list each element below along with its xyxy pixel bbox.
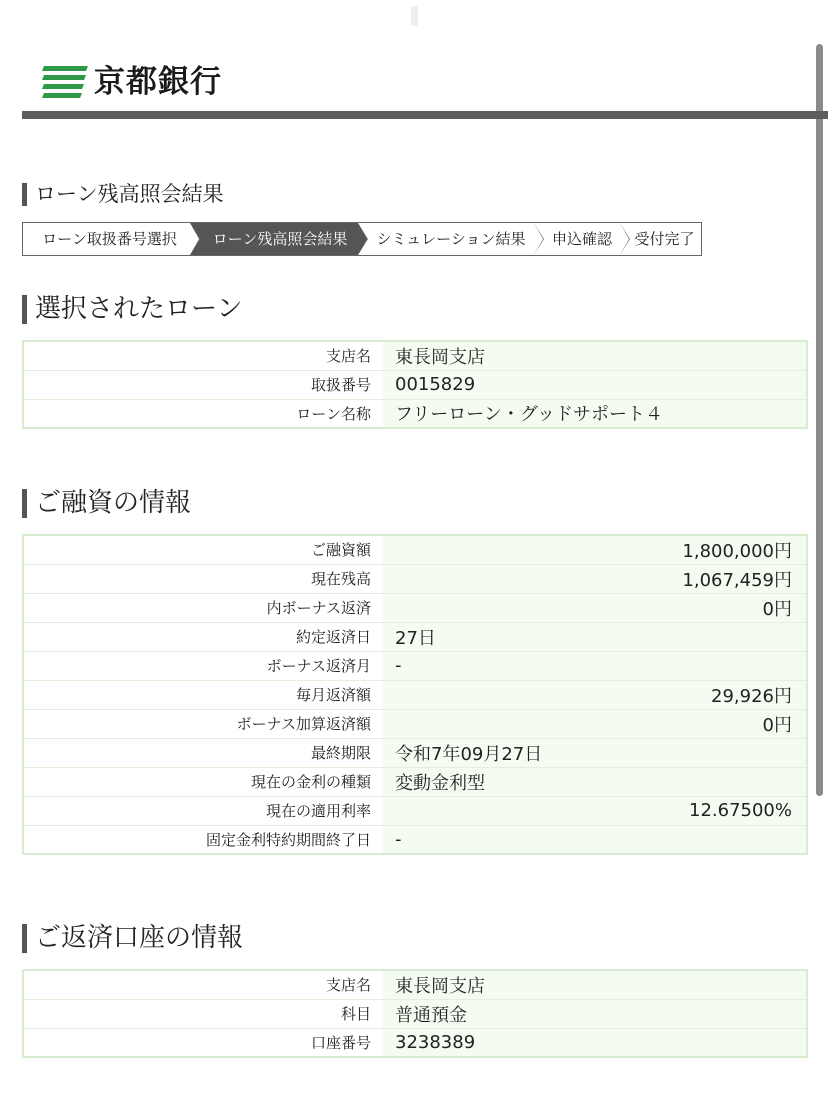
progress-steps <box>22 222 702 256</box>
selected-loan-table <box>22 340 808 429</box>
bank-name: 京都銀行 <box>94 64 222 100</box>
table-row <box>23 593 807 622</box>
account-number-value: 3238389 <box>383 1028 807 1057</box>
table-row <box>23 370 807 399</box>
repayment-day-value: 27日 <box>383 622 807 651</box>
branch-value: 東長岡支店 <box>383 341 807 370</box>
loan-name-value: フリーローン・グッドサポート４ <box>383 399 807 428</box>
repayment-day-label: 約定返済日 <box>23 622 383 651</box>
bonus-repayment-portion-label: 内ボーナス返済 <box>23 593 383 622</box>
bank-logo-stripes-icon <box>42 66 88 98</box>
table-row <box>23 564 807 593</box>
bonus-month-value: - <box>383 651 807 680</box>
loan-amount-label: ご融資額 <box>23 535 383 564</box>
rate-type-label: 現在の金利の種類 <box>23 767 383 796</box>
table-row <box>23 796 807 825</box>
rate-type-value: 変動金利型 <box>383 767 807 796</box>
applied-rate-value: 12.67500% <box>383 796 807 825</box>
fixed-rate-end-date-label: 固定金利特約期間終了日 <box>23 825 383 854</box>
financing-heading: ご融資の情報 <box>22 489 191 518</box>
site-header <box>0 0 828 120</box>
fixed-rate-end-date-value: - <box>383 825 807 854</box>
table-row <box>23 825 807 854</box>
monthly-payment-label: 毎月返済額 <box>23 680 383 709</box>
table-row <box>23 651 807 680</box>
loan-name-label: ローン名称 <box>23 399 383 428</box>
bank-logo[interactable] <box>42 62 222 102</box>
account-number-label: 口座番号 <box>23 1028 383 1057</box>
page-scrollbar[interactable] <box>816 44 823 796</box>
loan-amount-value: 1,800,000円 <box>383 535 807 564</box>
final-due-date-value: 令和7年09月27日 <box>383 738 807 767</box>
branch-label: 支店名 <box>23 341 383 370</box>
page-title: ローン残高照会結果 <box>22 183 224 206</box>
current-balance-value: 1,067,459円 <box>383 564 807 593</box>
account-type-value: 普通預金 <box>383 999 807 1028</box>
loan-number-label: 取扱番号 <box>23 370 383 399</box>
final-due-date-label: 最終期限 <box>23 738 383 767</box>
table-row <box>23 1028 807 1057</box>
table-row <box>23 999 807 1028</box>
table-row <box>23 970 807 999</box>
table-row <box>23 709 807 738</box>
bonus-additional-payment-value: 0円 <box>383 709 807 738</box>
bonus-repayment-portion-value: 0円 <box>383 593 807 622</box>
table-row <box>23 767 807 796</box>
step-application-confirm: 申込確認 <box>534 223 620 255</box>
bonus-month-label: ボーナス返済月 <box>23 651 383 680</box>
repayment-account-heading: ご返済口座の情報 <box>22 924 243 953</box>
table-row <box>23 738 807 767</box>
step-simulation-result: シミュレーション結果 <box>358 223 534 255</box>
table-row <box>23 535 807 564</box>
account-branch-label: 支店名 <box>23 970 383 999</box>
selected-loan-heading: 選択されたローン <box>22 295 242 324</box>
step-balance-result: ローン残高照会結果 <box>190 223 358 255</box>
bonus-additional-payment-label: ボーナス加算返済額 <box>23 709 383 738</box>
header-rule <box>22 111 828 119</box>
step-complete: 受付完了 <box>634 230 695 248</box>
applied-rate-label: 現在の適用利率 <box>23 796 383 825</box>
table-row <box>23 341 807 370</box>
monthly-payment-value: 29,926円 <box>383 680 807 709</box>
account-type-label: 科目 <box>23 999 383 1028</box>
loan-number-value: 0015829 <box>383 370 807 399</box>
table-row <box>23 622 807 651</box>
repayment-account-table <box>22 969 808 1058</box>
financing-table <box>22 534 808 855</box>
account-branch-value: 東長岡支店 <box>383 970 807 999</box>
current-balance-label: 現在残高 <box>23 564 383 593</box>
table-row <box>23 399 807 428</box>
table-row <box>23 680 807 709</box>
step-loan-number-select: ローン取扱番号選択 <box>23 223 190 255</box>
